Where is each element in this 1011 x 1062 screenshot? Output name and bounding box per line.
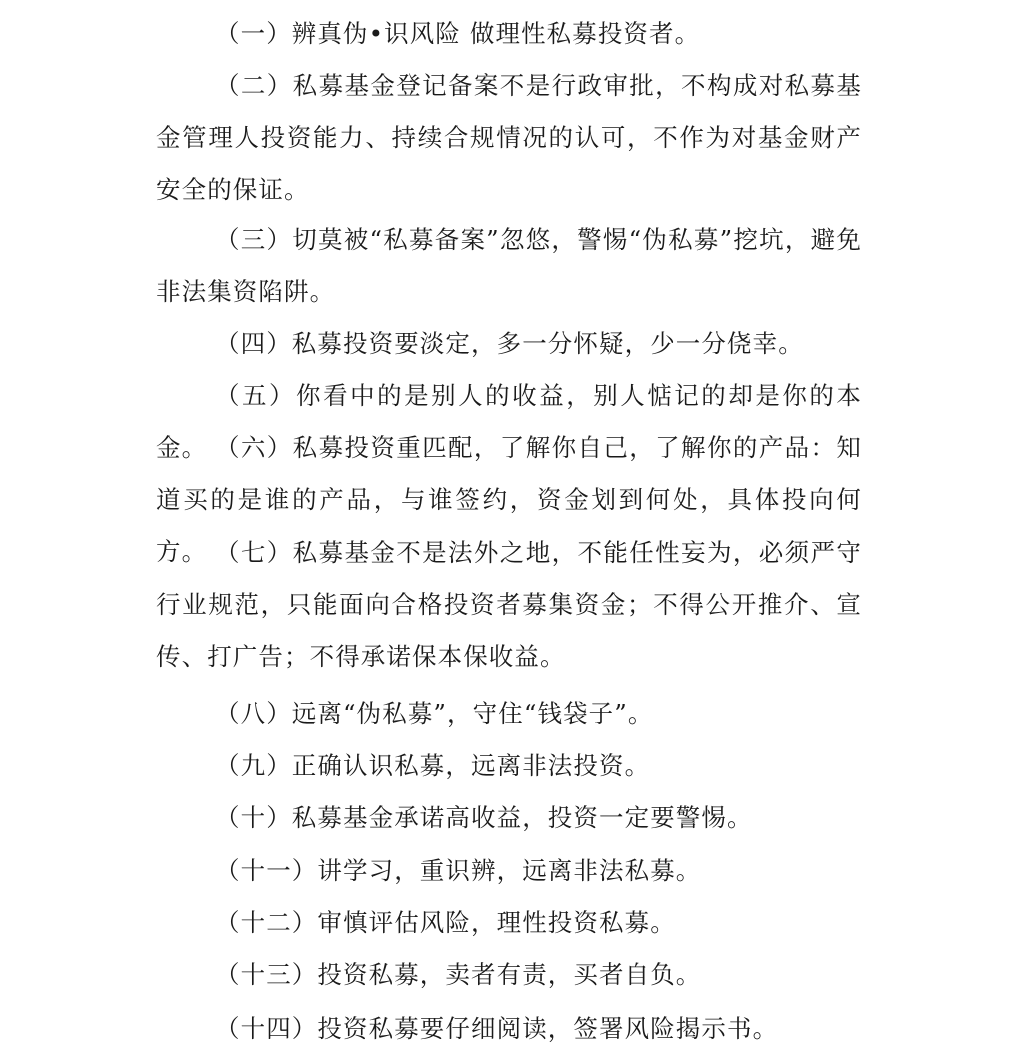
- paragraph-7: （七）私募基金不是法外之地，不能任性妄为，必须严守行业规范，只能面向合格投资者募集资金；不得公开推介、宣传、打广告；不得承诺保本保收益。: [156, 538, 862, 671]
- paragraph-2: （二）私募基金登记备案不是行政审批，不构成对私募基金管理人投资能力、持续合规情况的认可，不作为对基金财产安全的保证。: [156, 71, 862, 204]
- paragraph-12: （十二）审慎评估风险，理性投资私募。: [215, 908, 676, 937]
- paragraph-6: （六）私募投资重匹配，了解你自己，了解你的产品：知道买的是谁的产品，与谁签约，资金划到何处，具体投向何方。: [156, 433, 862, 566]
- paragraph-4: （四）私募投资要淡定，多一分怀疑，少一分侥幸。: [215, 329, 804, 358]
- paragraph-10: （十）私募基金承诺高收益，投资一定要警惕。: [215, 803, 753, 832]
- paragraph-13: （十三）投资私募，卖者有责，买者自负。: [215, 960, 702, 989]
- paragraph-8: （八）远离“伪私募”，守住“钱袋子”。: [215, 699, 654, 728]
- paragraph-1: （一）辨真伪•识风险 做理性私募投资者。: [215, 19, 701, 48]
- paragraph-3: （三）切莫被“私募备案”忽悠，警惕“伪私募”挖坑，避免非法集资陷阱。: [156, 225, 862, 306]
- paragraph-5: （五）你看中的是别人的收益，别人惦记的却是你的本金。: [156, 381, 862, 462]
- paragraph-14: （十四）投资私募要仔细阅读，签署风险揭示书。: [215, 1014, 779, 1043]
- paragraph-9: （九）正确认识私募，远离非法投资。: [215, 751, 651, 780]
- paragraph-11: （十一）讲学习，重识辨，远离非法私募。: [215, 856, 702, 885]
